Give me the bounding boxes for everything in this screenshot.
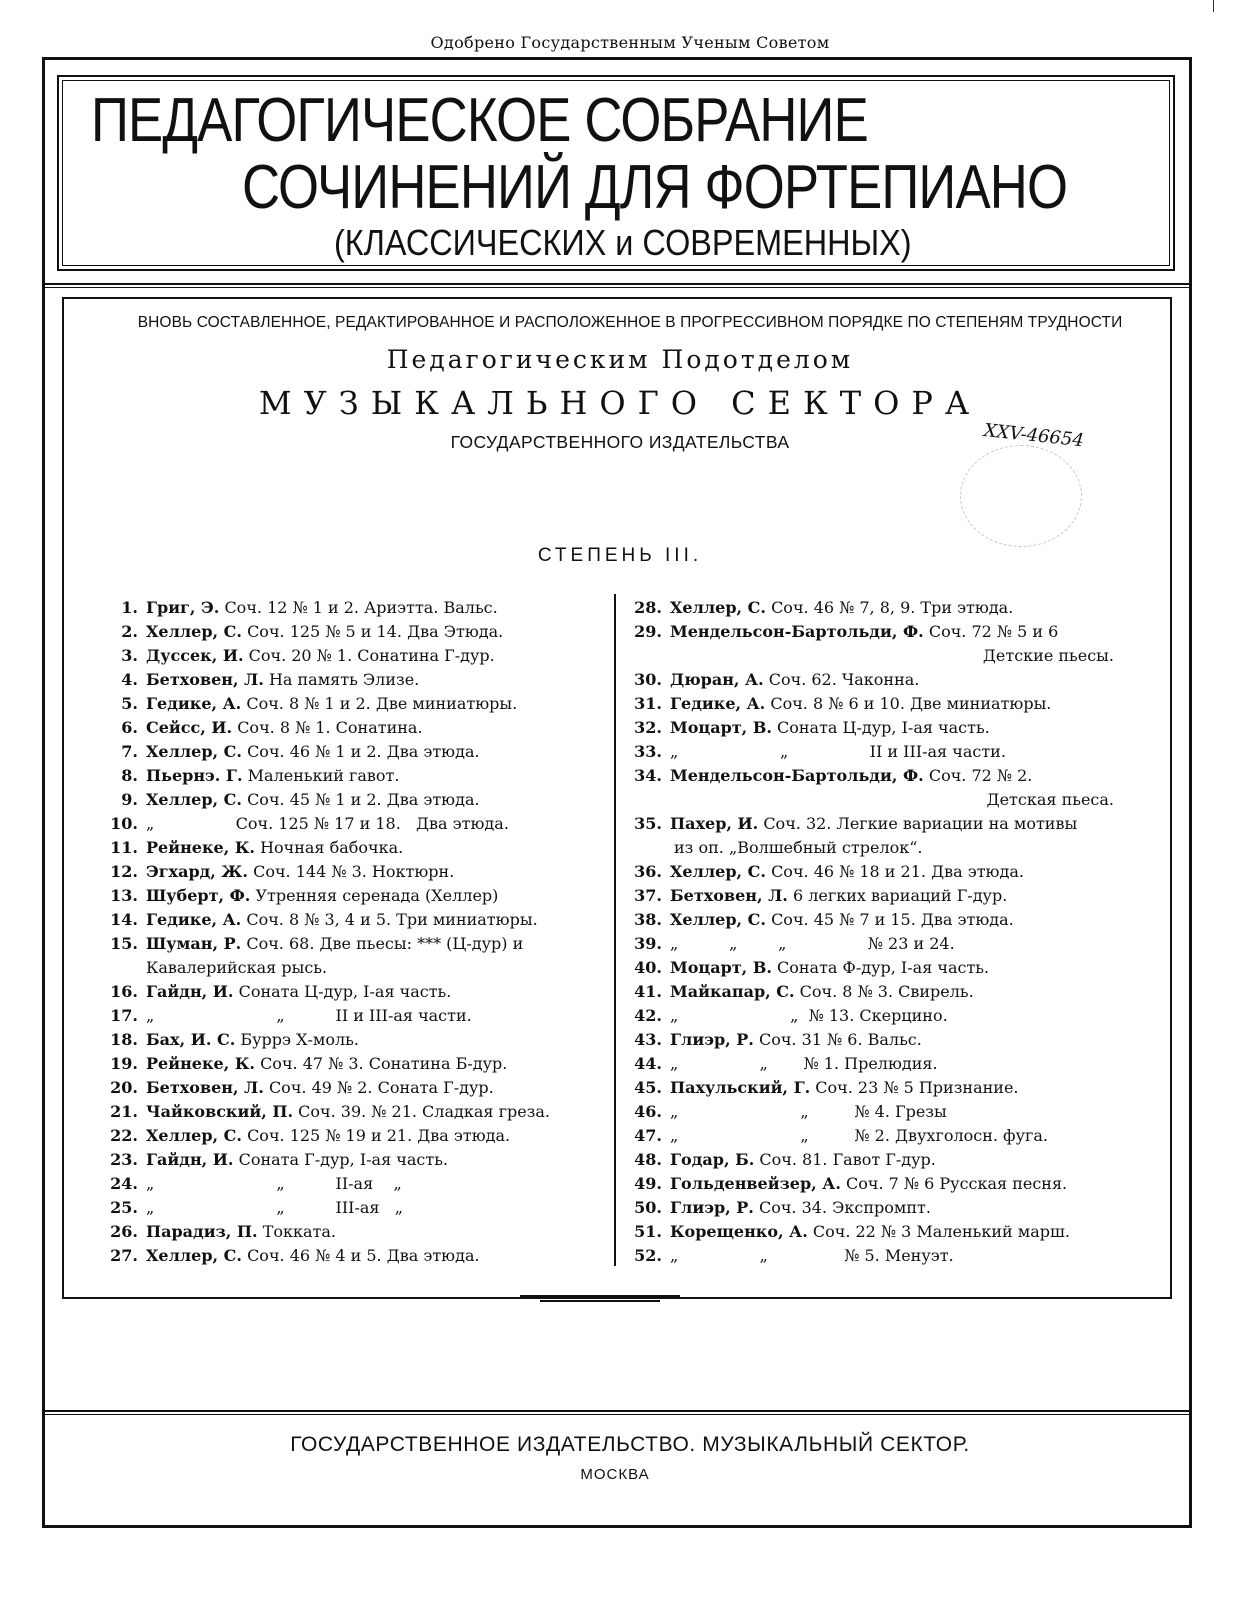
item-number: 47. [634, 1126, 662, 1145]
list-item [100, 1148, 610, 1172]
item-number: 44. [634, 1054, 662, 1073]
item-work: Соч. 32. Легкие вариации на мотивы [763, 814, 1078, 833]
list-item [624, 716, 1144, 740]
item-number: 46. [634, 1102, 662, 1121]
item-work: „ „ № 1. Прелюдия. [670, 1054, 938, 1073]
item-author: Рейнеке, К. [146, 1054, 255, 1073]
item-work: Соч. 46 № 18 и 21. Два этюда. [771, 862, 1024, 881]
item-number: 30. [634, 670, 662, 689]
item-work: Соч. 62. Чаконна. [768, 670, 920, 689]
list-item [624, 1196, 1144, 1220]
item-number: 50. [634, 1198, 662, 1217]
item-author: Мендельсон-Бартольди, Ф. [670, 622, 924, 641]
item-work: Утренняя серенада (Хеллер) [255, 886, 499, 905]
item-work: „ „ III-ая „ [146, 1198, 404, 1217]
item-number: 49. [634, 1174, 662, 1193]
item-number: 13. [110, 886, 138, 905]
item-author: Глиэр, Р. [670, 1030, 754, 1049]
item-author: Парадиз, П. [146, 1222, 258, 1241]
item-work: Соната Ц-дур, I-ая часть. [238, 982, 452, 1001]
state-publisher: ГОСУДАРСТВЕННОГО ИЗДАТЕЛЬСТВА [450, 432, 790, 452]
item-text [662, 668, 919, 692]
item-work: Соната Ф-дур, I-ая часть. [777, 958, 990, 977]
list-item [100, 716, 610, 740]
item-work: Соч. 144 № 3. Ноктюрн. [253, 862, 455, 881]
list-item [100, 596, 610, 620]
item-work: Соч. 31 № 6. Вальс. [758, 1030, 922, 1049]
item-text [138, 1052, 507, 1076]
item-author: Бетховен, Л. [146, 1078, 264, 1097]
item-text [138, 764, 399, 788]
item-number: 16. [110, 982, 138, 1001]
item-text [662, 596, 1013, 620]
item-author: Майкапар, С. [670, 982, 795, 1001]
list-item [624, 908, 1144, 932]
item-work: Соч. 20 № 1. Сонатина Г-дур. [248, 646, 495, 665]
footer-publisher: ГОСУДАРСТВЕННОЕ ИЗДАТЕЛЬСТВО. МУЗЫКАЛЬНЫЙ СЕКТОР. [290, 1433, 970, 1456]
item-work: Соч. 34. Экспромпт. [758, 1198, 931, 1217]
item-text [662, 1244, 954, 1268]
item-text [138, 1196, 403, 1220]
left-column [100, 596, 610, 1268]
list-item [100, 1004, 610, 1028]
item-author: Моцарт, В. [670, 718, 772, 737]
item-work: Буррэ Х-моль. [240, 1030, 359, 1049]
list-item [100, 932, 610, 956]
item-number: 42. [634, 1006, 662, 1025]
list-item [624, 764, 1144, 788]
item-work: Соната Г-дур, I-ая часть. [238, 1150, 448, 1169]
item-work: Соч. 45 № 7 и 15. Два этюда. [771, 910, 1014, 929]
item-author: Корещенко, А. [670, 1222, 808, 1241]
compiled-note: ВНОВЬ СОСТАВЛЕННОЕ, РЕДАКТИРОВАННОЕ И РАСПОЛОЖЕННОЕ В ПРОГРЕССИВНОМ ПОРЯДКЕ ПО СТЕПЕНЯМ ТРУДНОСТИ [137, 314, 1123, 331]
item-text [662, 692, 1051, 716]
list-item [100, 1220, 610, 1244]
item-number: 15. [110, 934, 138, 953]
item-text [138, 1172, 402, 1196]
item-number: 40. [634, 958, 662, 977]
item-text [662, 812, 1077, 836]
item-number: 19. [110, 1054, 138, 1073]
item-text [138, 668, 419, 692]
item-number: 20. [110, 1078, 138, 1097]
item-work: „ „ II и III-ая части. [146, 1006, 472, 1025]
item-work: Соч. 46 № 4 и 5. Два этюда. [247, 1246, 480, 1265]
item-text [662, 1172, 1067, 1196]
item-number: 2. [121, 622, 138, 641]
item-number: 27. [110, 1246, 138, 1265]
item-author: Эгхард, Ж. [146, 862, 248, 881]
item-number: 36. [634, 862, 662, 881]
item-work: Соч. 81. Гавот Г-дур. [759, 1150, 936, 1169]
list-item [100, 1052, 610, 1076]
item-author: Григ, Э. [146, 598, 220, 617]
list-item [100, 692, 610, 716]
list-item [100, 1100, 610, 1124]
title-line-2: СОЧИНЕНИЙ ДЛЯ ФОРТЕПИАНО [242, 153, 1068, 222]
item-text [138, 1004, 472, 1028]
item-author: Пахер, И. [670, 814, 759, 833]
item-number: 4. [121, 670, 138, 689]
item-work: Соч. 46 № 1 и 2. Два этюда. [247, 742, 480, 761]
item-text [138, 596, 498, 620]
item-work: 6 легких вариаций Г-дур. [792, 886, 1008, 905]
item-text [138, 836, 403, 860]
item-author: Годар, Б. [670, 1150, 755, 1169]
item-number: 21. [110, 1102, 138, 1121]
list-item [624, 596, 1144, 620]
item-text [662, 1196, 931, 1220]
item-author: Хеллер, С. [670, 862, 766, 881]
list-item [100, 908, 610, 932]
item-number: 1. [121, 598, 138, 617]
list-item [100, 764, 610, 788]
library-stamp [960, 445, 1082, 547]
list-item [624, 812, 1144, 836]
item-text [662, 1028, 922, 1052]
item-text [138, 1100, 550, 1124]
item-number: 41. [634, 982, 662, 1001]
item-number: 9. [121, 790, 138, 809]
item-author: Моцарт, В. [670, 958, 772, 977]
item-text [662, 1052, 938, 1076]
item-number: 37. [634, 886, 662, 905]
item-text [662, 908, 1014, 932]
item-number: 45. [634, 1078, 662, 1097]
item-number: 25. [110, 1198, 138, 1217]
item-text [138, 980, 451, 1004]
list-item [624, 860, 1144, 884]
item-number: 33. [634, 742, 662, 761]
list-item [100, 836, 610, 860]
item-number: 17. [110, 1006, 138, 1025]
list-item [624, 692, 1144, 716]
item-number: 18. [110, 1030, 138, 1049]
item-work: Соч. 8 № 3. Свирель. [799, 982, 974, 1001]
list-item [624, 884, 1144, 908]
item-text [138, 788, 480, 812]
list-item [624, 668, 1144, 692]
ornament-rule [520, 1295, 680, 1303]
item-text [138, 620, 503, 644]
item-text [138, 908, 538, 932]
item-number: 39. [634, 934, 662, 953]
list-item [624, 1028, 1144, 1052]
item-number: 5. [121, 694, 138, 713]
item-text [662, 620, 1058, 644]
item-author: Дюран, А. [670, 670, 764, 689]
item-work: Соч. 39. № 21. Сладкая греза. [298, 1102, 551, 1121]
item-author: Гедике, А. [146, 694, 242, 713]
item-work: „ „ № 13. Скерцино. [670, 1006, 948, 1025]
item-author: Хеллер, С. [670, 598, 766, 617]
item-work: Ночная бабочка. [260, 838, 404, 857]
item-author: Гайдн, И. [146, 1150, 234, 1169]
item-work: Соч. 68. Две пьесы: *** (Ц-дур) и [246, 934, 524, 953]
item-author: Пьернэ. Г. [146, 766, 243, 785]
item-number: 29. [634, 622, 662, 641]
list-item [624, 980, 1144, 1004]
list-item [100, 884, 610, 908]
item-work: Соч. 47 № 3. Сонатина Б-дур. [260, 1054, 508, 1073]
item-text [138, 884, 498, 908]
item-number: 35. [634, 814, 662, 833]
item-work: „ „ № 5. Менуэт. [670, 1246, 954, 1265]
item-work: „ „ II-ая „ [146, 1174, 402, 1193]
item-number: 12. [110, 862, 138, 881]
item-number: 51. [634, 1222, 662, 1241]
item-author: Бетховен, Л. [670, 886, 788, 905]
item-work: Соната Ц-дур, I-ая часть. [777, 718, 990, 737]
list-item [624, 1172, 1144, 1196]
list-item [624, 1076, 1144, 1100]
item-text [138, 1076, 494, 1100]
item-number: 6. [121, 718, 138, 737]
item-number: 52. [634, 1246, 662, 1265]
item-number: 10. [110, 814, 138, 833]
list-item [624, 1100, 1144, 1124]
item-author: Гедике, А. [670, 694, 766, 713]
item-number: 7. [121, 742, 138, 761]
item-text [662, 980, 974, 1004]
item-author: Шуберт, Ф. [146, 886, 251, 905]
item-text [662, 1124, 1048, 1148]
list-item [100, 668, 610, 692]
item-work: Соч. 7 № 6 Русская песня. [846, 1174, 1068, 1193]
item-number: 26. [110, 1222, 138, 1241]
item-author: Мендельсон-Бартольди, Ф. [670, 766, 924, 785]
list-item [100, 644, 610, 668]
item-text [662, 1100, 947, 1124]
item-text [138, 644, 495, 668]
separator-line [42, 1410, 1192, 1412]
item-number: 11. [110, 838, 138, 857]
approval-note: Одобрено Государственным Ученым Советом [430, 33, 830, 52]
item-author: Дуссек, И. [146, 646, 244, 665]
item-author: Хеллер, С. [146, 622, 242, 641]
item-number: 23. [110, 1150, 138, 1169]
item-text [138, 1028, 359, 1052]
item-number: 43. [634, 1030, 662, 1049]
list-item [100, 1076, 610, 1100]
item-number: 3. [121, 646, 138, 665]
list-item [100, 980, 610, 1004]
list-item [100, 1172, 610, 1196]
item-text [662, 860, 1024, 884]
list-item [100, 1196, 610, 1220]
item-author: Гольденвейзер, А. [670, 1174, 841, 1193]
list-item [100, 620, 610, 644]
item-text [138, 1220, 336, 1244]
item-text [662, 1148, 936, 1172]
item-work: „ „ „ № 23 и 24. [670, 934, 955, 953]
item-author: Бах, И. С. [146, 1030, 236, 1049]
item-number: 24. [110, 1174, 138, 1193]
item-number: 34. [634, 766, 662, 785]
item-continuation: из оп. „Волшебный стрелок“. [674, 838, 923, 857]
list-item [100, 1244, 610, 1268]
item-text [138, 692, 517, 716]
edge-mark [1213, 0, 1214, 12]
item-work: Соч. 23 № 5 Признание. [815, 1078, 1019, 1097]
item-text [138, 932, 523, 956]
item-author: Гайдн, И. [146, 982, 234, 1001]
item-author: Хеллер, С. [146, 1246, 242, 1265]
list-item [624, 1052, 1144, 1076]
list-item [100, 740, 610, 764]
item-text [662, 1076, 1019, 1100]
title-line-1: ПЕДАГОГИЧЕСКОЕ СОБРАНИЕ [91, 86, 868, 155]
item-number: 22. [110, 1126, 138, 1145]
item-text [138, 1148, 448, 1172]
item-author: Хеллер, С. [146, 1126, 242, 1145]
item-work: Соч. 72 № 2. [928, 766, 1033, 785]
item-number: 31. [634, 694, 662, 713]
column-divider [614, 594, 616, 1266]
item-author: Бетховен, Л. [146, 670, 264, 689]
item-author: Пахульский, Г. [670, 1078, 811, 1097]
item-work: Соч. 22 № 3 Маленький марш. [812, 1222, 1070, 1241]
separator-line [42, 283, 1192, 285]
item-work: Маленький гавот. [247, 766, 400, 785]
item-text [138, 860, 454, 884]
item-work: Соч. 46 № 7, 8, 9. Три этюда. [771, 598, 1014, 617]
item-work: Соч. 8 № 1. Сонатина. [237, 718, 423, 737]
library-stamp-number: XXV-46654 [982, 420, 1085, 452]
item-number: 48. [634, 1150, 662, 1169]
item-text [662, 884, 1007, 908]
list-item [624, 1124, 1144, 1148]
subdepartment: Педагогическим Подотделом [386, 345, 854, 374]
item-text [662, 1220, 1070, 1244]
list-item [100, 812, 610, 836]
item-author: Гедике, А. [146, 910, 242, 929]
list-item [100, 860, 610, 884]
item-continuation: Кавалерийская рысь. [146, 958, 328, 977]
item-work: „ Соч. 125 № 17 и 18. Два этюда. [146, 814, 509, 833]
item-author: Хеллер, С. [670, 910, 766, 929]
item-continuation: Детские пьесы. [982, 646, 1114, 665]
item-text [138, 812, 509, 836]
item-work: Соч. 45 № 1 и 2. Два этюда. [247, 790, 480, 809]
item-continuation: Детская пьеса. [986, 790, 1114, 809]
title-line-3: (КЛАССИЧЕСКИХ и СОВРЕМЕННЫХ) [334, 222, 912, 263]
item-author: Сейсс, И. [146, 718, 233, 737]
item-text [662, 956, 989, 980]
list-item [624, 740, 1144, 764]
item-number: 8. [121, 766, 138, 785]
item-author: Хеллер, С. [146, 742, 242, 761]
music-sector: МУЗЫКАЛЬНОГО СЕКТОРА [258, 384, 982, 422]
list-item [624, 1148, 1144, 1172]
item-work: Соч. 8 № 3, 4 и 5. Три миниатюры. [246, 910, 538, 929]
item-text [662, 1004, 948, 1028]
item-author: Хеллер, С. [146, 790, 242, 809]
right-column [624, 596, 1144, 1268]
list-item [624, 1004, 1144, 1028]
separator-line [42, 287, 1192, 288]
item-author: Чайковский, П. [146, 1102, 294, 1121]
list-item [624, 1220, 1144, 1244]
item-text [662, 740, 1006, 764]
item-author: Шуман, Р. [146, 934, 242, 953]
list-item [624, 956, 1144, 980]
title-box [57, 75, 1175, 271]
item-text [662, 764, 1032, 788]
item-text [662, 932, 955, 956]
item-work: Соч. 72 № 5 и 6 [928, 622, 1059, 641]
item-number: 28. [634, 598, 662, 617]
item-work: Соч. 12 № 1 и 2. Ариэтта. Вальс. [224, 598, 498, 617]
item-text [138, 716, 423, 740]
grade-heading: СТЕПЕНЬ III. [537, 545, 703, 566]
item-work: „ „ № 2. Двухголосн. фуга. [670, 1126, 1048, 1145]
item-work: Соч. 49 № 2. Соната Г-дур. [268, 1078, 494, 1097]
item-author: Глиэр, Р. [670, 1198, 754, 1217]
item-number: 32. [634, 718, 662, 737]
item-number: 14. [110, 910, 138, 929]
list-item [624, 1244, 1144, 1268]
footer-city: МОСКВА [580, 1466, 650, 1483]
item-work: Соч. 125 № 19 и 21. Два этюда. [247, 1126, 511, 1145]
separator-line [42, 1414, 1192, 1415]
item-text [138, 1244, 480, 1268]
list-item [100, 1028, 610, 1052]
item-work: Соч. 125 № 5 и 14. Два Этюда. [247, 622, 504, 641]
item-text [138, 740, 480, 764]
item-work: На память Элизе. [268, 670, 420, 689]
item-author: Рейнеке, К. [146, 838, 255, 857]
list-item [100, 788, 610, 812]
item-work: Токката. [262, 1222, 337, 1241]
item-work: „ „ № 4. Грезы [670, 1102, 947, 1121]
item-text [662, 716, 990, 740]
item-work: „ „ II и III-ая части. [670, 742, 1006, 761]
item-text [138, 1124, 510, 1148]
item-work: Соч. 8 № 1 и 2. Две миниатюры. [246, 694, 518, 713]
list-item [624, 620, 1144, 644]
item-number: 38. [634, 910, 662, 929]
item-work: Соч. 8 № 6 и 10. Две миниатюры. [770, 694, 1052, 713]
list-item [624, 932, 1144, 956]
list-item [100, 1124, 610, 1148]
